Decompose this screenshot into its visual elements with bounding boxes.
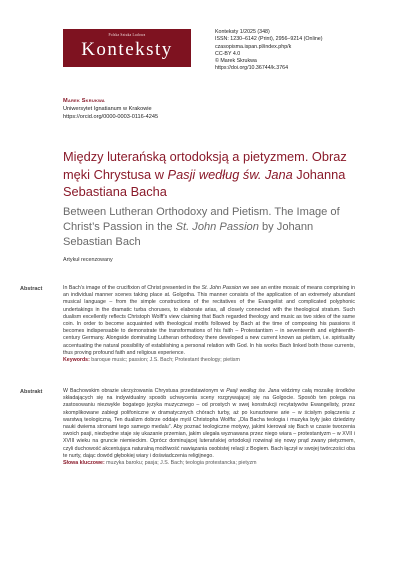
keywords-en-list: baroque music; passion; J.S. Bach; Protestant theology; pietism — [89, 357, 240, 364]
author-name: Marek Skrukwa — [63, 98, 105, 104]
author-affiliation: Uniwersytet Ignatianum w Krakowie — [63, 106, 152, 112]
title-en-part2: by Johann Sebastian Bach — [63, 220, 314, 248]
meta-website-link[interactable]: czasopisma.ispan.pl/index.php/k — [215, 43, 292, 50]
article-type: Artykuł recenzowany — [63, 257, 113, 263]
meta-issn: ISSN: 1230–6142 (Print), 2956–9214 (Online) — [215, 36, 323, 43]
keywords-pl-label: Słowa kluczowe: — [63, 460, 105, 467]
abstract-en-italic: St. John Passion — [201, 285, 242, 291]
title-pl-part2: Johanna Sebastiana Bacha — [63, 166, 346, 199]
title-english — [63, 205, 358, 249]
meta-copyright: © Marek Skrukwa — [215, 58, 257, 65]
abstract-pl-text-1: W Bachowskim obrazie ukrzyżowania Chrystusa przedstawionym w — [63, 388, 227, 394]
abstract-en-text-1: In Bach’s image of the crucifixion of Christ presented in the — [63, 285, 202, 291]
abstract-pl-label: Abstrakt — [20, 389, 43, 395]
meta-license: CC-BY 4.0 — [215, 50, 241, 57]
publication-metadata — [215, 29, 385, 73]
author-orcid-link[interactable]: https://orcid.org/0000-0003-0116-4245 — [63, 114, 159, 120]
logo-name: Konteksty — [81, 39, 173, 60]
keywords-en — [63, 357, 240, 363]
title-en-part1: Between Lutheran Orthodoxy and Pietism. The Image of Christ’s Passion in the — [63, 206, 340, 233]
keywords-en-label: Keywords: — [63, 357, 90, 364]
journal-logo — [63, 29, 191, 67]
meta-issue: Konteksty 1/2025 (348) — [215, 29, 270, 35]
abstract-pl-body — [63, 388, 355, 467]
logo-tagline: Polska Sztuka Ludowa — [108, 33, 146, 37]
title-pl-italic: Pasji według św. Jana — [167, 166, 293, 182]
meta-doi-link[interactable]: https://doi.org/10.36744/k.3764 — [215, 65, 289, 72]
abstract-pl-italic: Pasji według św. Jana — [226, 388, 280, 394]
abstract-en-label: Abstract — [20, 286, 43, 292]
title-polish — [63, 148, 363, 201]
abstract-en-body — [63, 285, 355, 364]
title-pl-part1: Między luterańską ortodoksją a pietyzmem. Obraz męki Chrystusa w — [63, 149, 347, 182]
keywords-pl — [63, 460, 256, 466]
abstract-pl-text-2: widzimy całą mozaikę środków składających się na indywidualny sposób uchwycenia sceny rozgrywającej się na Golgocie. Sposób ten polega na zastosowaniu niezwykle bogatego języka muzycznego – od prostych w swej konstrukcji recytatywów Ewangelisty, przez skomplikowane zabiegi polifoniczne w dramatycznych chórach turby, aż po kunsztowne arie – w ścisłym połączeniu z warstwą teologiczną. Ten dualizm dobrze oddaje myśl Christopha Wolffa: „Dla Bacha teologia i muzyka były jako dziedziny nauki dwiema stronami tego samego medalu”. Aby poznać teologiczne motywy, jakimi kierował się Bach w czasie tworzenia swoich pasji, niezbędne staje się ukazanie przemian, jakim ulegała wyznawana przez niego wiara – protestantyzm – w XVII i XVIII wieku na gruncie niemieckim. Oprócz dominującej luterańskiej ortodoksji rozwinął się nowy prąd zwany pietyzmem, czyli duchowość akcentująca naturalną możliwość nawiązania osobistej relacji z Bogiem. Bach łączył w swojej twórczości oba te nurty, dając dowód głębokiej wiary i doświadczenia religijnego. — [63, 388, 355, 459]
keywords-pl-list: muzyka baroku; pasja; J.S. Bach; teologia protestancka; pietyzm — [104, 460, 257, 467]
author-block — [63, 97, 158, 121]
abstract-en-text-2: we see an entire mosaic of means comprising in an individual manner scenes taking place at. Golgotha. This manner consists of the application of an extremely abundant musical language – from the simple constructions of the recitatives of the Evangelist and complicated polyphonic undertakings in the dramatic turba choruses, to elaborate arias, all closely connected with the theological stratum. Such dualism excellently reflects Christoph Wolff’s view claiming that Bach regarded theology and music as two sides of the same coin. In order to become acquainted with theological motifs followed by Bach at the time of composing his passions it becomes indispensable to demonstrate the transformations of his faith – Protestantism – in seventeenth and eighteenth-century Germany. Alongside dominating Lutheran orthodoxy there developed a new current known as pietism, i.e. spirituality accentuating the natural possibility of establishing a personal relation with God. In his works Bach linked both those currents, thus proving profound faith and religious experience. — [63, 285, 355, 356]
title-en-italic: St. John Passion — [175, 220, 259, 233]
